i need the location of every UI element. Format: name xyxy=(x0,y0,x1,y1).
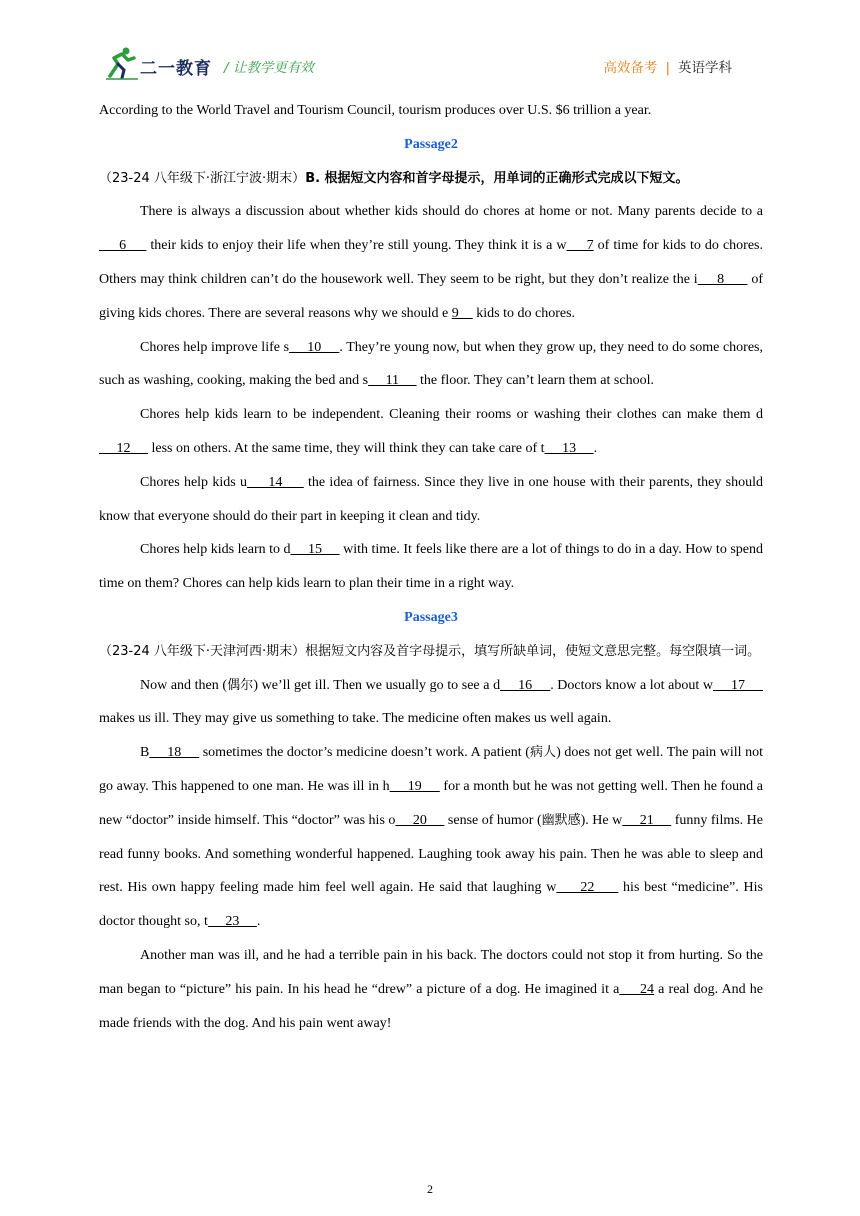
passage2-paragraph-3 xyxy=(99,398,763,466)
page-number: 2 xyxy=(427,1182,433,1196)
passage2-paragraph-4 xyxy=(99,466,763,534)
text-run: . They’re young now, but when they grow up, they need to do some chores, such as washing, cooking, making the bed and s xyxy=(99,339,764,389)
text-run: with time. It feels like there are a lot of things to do in a day. How to spend time on them? Chores can help kids learn to plan their time in a right way. xyxy=(99,542,763,592)
header-prep-label: 高效备考 xyxy=(603,60,658,76)
blank-18: 18 xyxy=(149,745,200,761)
text-run: ) we’ll get ill. Then we usually go to see a d xyxy=(253,677,501,693)
text-run: the floor. They can’t learn them at school. xyxy=(416,373,654,389)
passage2-title: Passage2 xyxy=(404,136,458,152)
passage2-paragraph-5 xyxy=(99,533,763,601)
header-separator: | xyxy=(665,60,670,76)
blank-11: 11 xyxy=(368,373,417,389)
text-run: Another man was ill, and he had a terrible pain in his back. The doctors could not stop it from hurting. So the man began to “picture” his pain. In his head he “drew” a picture of a dog. He imagined it a xyxy=(99,947,763,997)
text-run: of giving kids chores. There are several reasons why we should e xyxy=(99,271,763,321)
chinese-gloss: 偶尔 xyxy=(227,677,254,693)
blank-23: 23 xyxy=(207,914,257,930)
blank-22: 22 xyxy=(556,880,619,896)
blank-20: 20 xyxy=(395,812,445,828)
blank-10: 10 xyxy=(289,339,340,355)
passage2-paragraph-1 xyxy=(99,195,763,330)
passage3-paragraph-1 xyxy=(99,669,763,737)
text-run: Chores help kids learn to d xyxy=(140,542,291,558)
text-run: the idea of fairness. Since they live in one house with their parents, they should know that everyone should do their part in keeping it clean and tidy. xyxy=(99,474,763,524)
text-run: a real dog. And he made friends with the dog. And his pain went away! xyxy=(99,981,763,1031)
text-run: less on others. At the same time, they will think they can take care of t xyxy=(148,440,545,456)
text-run: of time for kids to do chores. Others may think children can’t do the housework well. They seem to be right, but they don’t realize the i xyxy=(99,238,764,287)
text-run: their kids to enjoy their life when they’re still young. They think it is a w xyxy=(146,238,567,254)
text-run: ). He w xyxy=(580,812,623,828)
passage3-source: （23-24 八年级下·天津河西·期末）根据短文内容及首字母提示，填写所缺单词，使短文意思完整。每空限填一词。 xyxy=(99,643,761,659)
text-run: ) does not get well. The pain will not go away. This happened to one man. He was ill in h xyxy=(99,745,763,794)
text-run: sometimes the doctor’s medicine doesn’t work. A patient ( xyxy=(199,745,530,761)
blank-13: 13 xyxy=(544,440,594,456)
header-subject-label: 英语学科 xyxy=(678,60,732,76)
blank-21: 21 xyxy=(622,812,672,828)
blank-24: 24 xyxy=(619,981,655,997)
passage3-paragraph-2 xyxy=(99,736,763,939)
blank-7: 7 xyxy=(566,238,594,254)
text-run: funny films. He read funny books. And something wonderful happened. Laughing took away his pain. Then he was able to sleep and rest. His own happy feeling made him feel well again. He said that laughing w xyxy=(99,812,763,896)
chinese-gloss: 幽默感 xyxy=(541,812,581,828)
text-run: makes us ill. They may give us something to take. The medicine often makes us well again. xyxy=(99,711,612,727)
passage2-instruction xyxy=(99,162,763,196)
passage2-paragraph-2 xyxy=(99,331,763,399)
blank-19: 19 xyxy=(389,778,440,794)
blank-6: 6 xyxy=(99,238,147,254)
text-run: There is always a discussion about whether kids should do chores at home or not. Many parents decide to a xyxy=(140,204,763,220)
text-run: . xyxy=(593,440,598,456)
text-run: for a month but he was not getting well. Then he found a new “doctor” inside himself. This “doctor” was his o xyxy=(99,778,764,828)
header-subject xyxy=(603,56,732,76)
chinese-gloss: 病人 xyxy=(529,745,557,761)
blank-8: 8 xyxy=(697,271,748,287)
document-body xyxy=(99,94,763,1040)
runner-logo-icon xyxy=(104,46,140,80)
passage3-instruction xyxy=(99,635,763,669)
text-run: B xyxy=(140,745,150,761)
page-header xyxy=(100,44,760,84)
passage2-source: （23-24 八年级下·浙江宁波·期末） xyxy=(99,170,306,186)
text-run: kids to do chores. xyxy=(472,305,576,321)
header-slogan: / 让教学更有效 xyxy=(224,60,314,76)
logo-text: 二一教育 xyxy=(140,59,212,79)
blank-12: 12 xyxy=(99,440,148,456)
text-run: . Doctors know a lot about w xyxy=(550,677,713,693)
text-run: his best “medicine”. His doctor thought so, t xyxy=(99,880,763,930)
text-run: Chores help kids learn to be independent. Cleaning their rooms or washing their clothes can make them d xyxy=(140,407,763,423)
text-run: sense of humor ( xyxy=(444,812,542,828)
text-run: Chores help improve life s xyxy=(140,339,290,355)
intro-line: According to the World Travel and Tourism Council, tourism produces over U.S. $6 trillion a year. xyxy=(99,103,652,118)
blank-17: 17 xyxy=(713,677,763,693)
blank-15: 15 xyxy=(290,542,340,558)
passage3-title: Passage3 xyxy=(404,609,458,625)
text-run: . xyxy=(256,914,261,930)
blank-9: 9 xyxy=(451,305,473,321)
blank-14: 14 xyxy=(246,474,304,490)
blank-16: 16 xyxy=(500,677,551,693)
passage2-directions: B. 根据短文内容和首字母提示，用单词的正确形式完成以下短文。 xyxy=(305,170,689,186)
text-run: Chores help kids u xyxy=(140,474,247,490)
passage3-paragraph-3 xyxy=(99,939,763,1040)
text-run: Now and then ( xyxy=(140,677,228,693)
